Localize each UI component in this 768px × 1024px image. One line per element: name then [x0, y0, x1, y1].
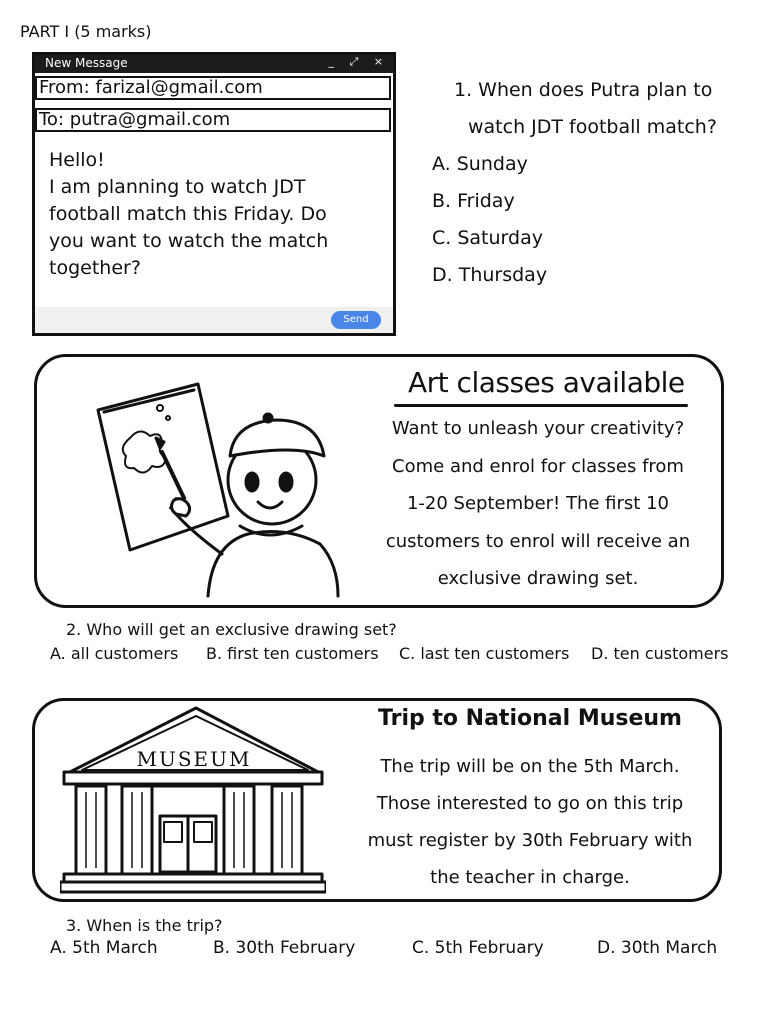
- q2-options: [0, 644, 768, 666]
- q3-option-d[interactable]: D. 30th March: [597, 938, 718, 958]
- q1-option-c[interactable]: C. Saturday: [432, 227, 543, 249]
- art-line: Come and enrol for classes from: [392, 455, 684, 477]
- q3-option-c[interactable]: C. 5th February: [412, 938, 544, 958]
- q2-option-c[interactable]: C. last ten customers: [399, 644, 570, 663]
- email-body-line: I am planning to watch JDT: [49, 176, 306, 198]
- email-to-field[interactable]: To: putra@gmail.com: [35, 108, 391, 132]
- q2-option-d[interactable]: D. ten customers: [591, 644, 729, 663]
- art-line: exclusive drawing set.: [437, 568, 639, 589]
- painter-illustration: [90, 378, 340, 598]
- q1-option-d[interactable]: D. Thursday: [432, 264, 548, 286]
- art-title-underline: [394, 404, 688, 407]
- email-window-title: New Message: [45, 56, 128, 70]
- museum-description: [360, 748, 700, 896]
- email-body-line: Hello!: [49, 149, 105, 171]
- q2-option-a[interactable]: A. all customers: [50, 644, 179, 663]
- museum-line: Those interested to go on this trip: [376, 793, 684, 814]
- question-1: [432, 72, 717, 294]
- part-title: PART I (5 marks): [20, 22, 152, 41]
- q3-options: [0, 938, 768, 960]
- email-window: [32, 52, 396, 336]
- art-description: [370, 410, 706, 598]
- q1-option-b[interactable]: B. Friday: [432, 190, 515, 212]
- q1-option-a[interactable]: A. Sunday: [432, 153, 528, 175]
- email-body-line: together?: [49, 257, 141, 279]
- q2-stem: 2. Who will get an exclusive drawing set?: [66, 620, 397, 639]
- museum-line: the teacher in charge.: [430, 867, 630, 888]
- email-titlebar: [35, 55, 393, 73]
- q2-option-b[interactable]: B. first ten customers: [206, 644, 379, 663]
- email-body[interactable]: [35, 137, 393, 309]
- art-title: Art classes available: [408, 366, 685, 399]
- museum-sign: MUSEUM: [136, 747, 252, 771]
- art-line: 1-20 September! The first 10: [406, 493, 669, 514]
- email-footer: [35, 307, 393, 333]
- q3-option-b[interactable]: B. 30th February: [213, 938, 356, 958]
- art-line: customers to enrol will receive an: [385, 530, 691, 552]
- museum-line: The trip will be on the 5th March.: [380, 756, 680, 777]
- email-body-line: you want to watch the match: [49, 230, 329, 252]
- send-button[interactable]: Send: [331, 311, 381, 329]
- museum-line: must register by 30th February with: [367, 830, 693, 851]
- q1-stem-line2: watch JDT football match?: [468, 116, 717, 138]
- q1-stem-line1: 1. When does Putra plan to: [454, 79, 713, 101]
- q3-option-a[interactable]: A. 5th March: [50, 938, 158, 958]
- email-body-line: football match this Friday. Do: [49, 203, 327, 225]
- email-from-field[interactable]: From: farizal@gmail.com: [35, 76, 391, 100]
- window-controls[interactable]: _ ⤢ ×: [328, 55, 389, 68]
- museum-title: Trip to National Museum: [378, 706, 682, 731]
- museum-building-illustration: [60, 704, 326, 894]
- art-line: Want to unleash your creativity?: [391, 418, 685, 439]
- q3-stem: 3. When is the trip?: [66, 916, 223, 935]
